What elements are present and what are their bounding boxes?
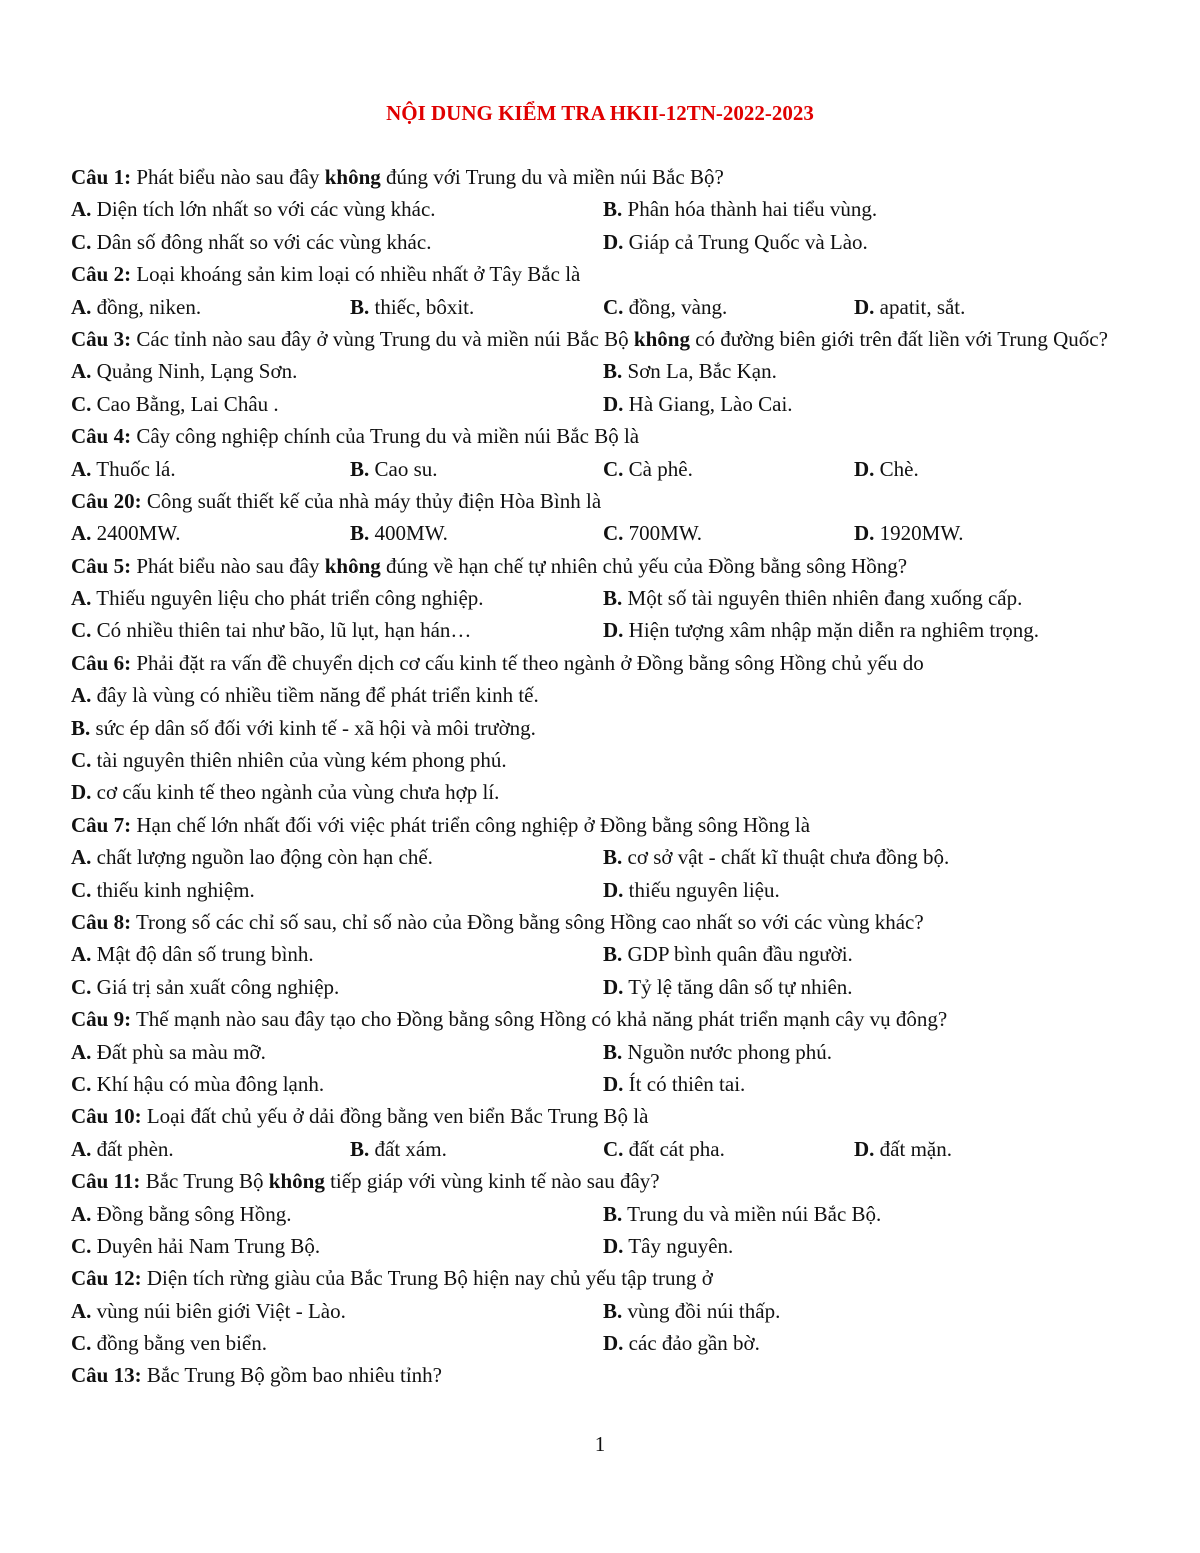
option-key: D. (603, 391, 624, 416)
option-a (71, 841, 433, 873)
question-label: Câu 9: (71, 1007, 132, 1032)
option-key: D. (603, 1233, 624, 1258)
option-key: C. (71, 229, 92, 254)
option-text: đất cát pha. (623, 1136, 725, 1161)
option-d (854, 517, 964, 549)
option-b (603, 938, 853, 970)
option-text: Dân số đông nhất so với các vùng khác. (91, 229, 432, 254)
option-c (71, 1068, 324, 1100)
option-row (71, 1327, 1141, 1359)
question-label: Câu 1: (71, 165, 132, 189)
question-stem (71, 420, 1141, 452)
option-key: B. (603, 845, 623, 870)
option-text: cơ sở vật - chất kĩ thuật chưa đồng bộ. (622, 845, 950, 870)
question-stem (71, 809, 1141, 841)
question-text: Trong số các chỉ số sau, chỉ số nào của Đồng bằng sông Hồng cao nhất so với các vùng khác? (131, 910, 924, 934)
option-key: B. (350, 294, 370, 319)
option-text: Diện tích lớn nhất so với các vùng khác. (91, 197, 436, 222)
question-text: Diện tích rừng giàu của Bắc Trung Bộ hiện nay chủ yếu tập trung ở (141, 1266, 713, 1291)
question-text: Bắc Trung Bộ (140, 1169, 269, 1194)
option-a (71, 1198, 292, 1230)
question-label: Câu 6: (71, 650, 132, 675)
question-label: Câu 12: (71, 1266, 142, 1291)
option-b (603, 582, 1022, 614)
option-b (350, 517, 448, 549)
option-d (603, 1230, 733, 1262)
option-key: D. (603, 229, 624, 254)
option-key: B. (71, 715, 91, 740)
question-label: Câu 7: (71, 812, 132, 837)
option-c (71, 388, 279, 420)
option-c (71, 744, 507, 776)
question-text: Phải đặt ra vấn đề chuyển dịch cơ cấu kinh tế theo ngành ở Đồng bằng sông Hồng chủ yếu do (131, 650, 924, 675)
question-stem (71, 161, 1141, 193)
option-text: thiếc, bôxit. (369, 294, 475, 319)
option-key: D. (854, 521, 875, 546)
option-text: Cao Bằng, Lai Châu . (91, 391, 279, 416)
option-a (71, 938, 314, 970)
option-c (71, 971, 339, 1003)
option-a (71, 193, 436, 225)
option-text: Cao su. (369, 456, 438, 481)
option-key: D. (603, 974, 624, 999)
option-key: C. (603, 456, 624, 481)
option-text: Có nhiều thiên tai như bão, lũ lụt, hạn hán… (91, 618, 472, 643)
question-label: Câu 5: (71, 553, 132, 578)
option-row (71, 679, 1141, 711)
option-key: B. (350, 456, 370, 481)
option-text: đồng, vàng. (623, 294, 728, 319)
option-text: Một số tài nguyên thiên nhiên đang xuống cấp. (622, 586, 1023, 611)
option-row (71, 938, 1141, 970)
option-row (71, 1198, 1141, 1230)
question-stem (71, 1165, 1141, 1197)
option-key: B. (603, 942, 623, 967)
option-key: D. (71, 780, 92, 805)
question-text: Loại khoáng sản kim loại có nhiều nhất ở Tây Bắc là (131, 262, 581, 287)
option-key: C. (71, 974, 92, 999)
option-d (854, 453, 919, 485)
question-list (71, 161, 1141, 1392)
option-text: Đất phù sa màu mỡ. (91, 1039, 266, 1064)
option-row (71, 1133, 1141, 1165)
option-d (854, 291, 965, 323)
option-text: Duyên hải Nam Trung Bộ. (91, 1233, 321, 1258)
question-stem (71, 485, 1141, 517)
option-c (603, 453, 693, 485)
option-b (603, 1198, 881, 1230)
option-text: Tỷ lệ tăng dân số tự nhiên. (623, 974, 853, 999)
question-text: Các tỉnh nào sau đây ở vùng Trung du và miền núi Bắc Bộ (131, 326, 634, 351)
option-text: Sơn La, Bắc Kạn. (622, 359, 777, 384)
option-b (350, 1133, 447, 1165)
option-row (71, 517, 1141, 549)
option-d (603, 226, 868, 258)
option-d (603, 388, 793, 420)
option-b (350, 291, 474, 323)
option-c (603, 1133, 725, 1165)
option-row (71, 971, 1141, 1003)
question-stem (71, 323, 1141, 355)
option-key: C. (603, 521, 624, 546)
option-text: Tây nguyên. (623, 1233, 734, 1258)
option-key: A. (71, 683, 92, 708)
option-row (71, 388, 1141, 420)
option-key: A. (71, 197, 92, 222)
option-key: A. (71, 586, 92, 611)
option-row (71, 1068, 1141, 1100)
option-a (71, 1133, 174, 1165)
option-text: đây là vùng có nhiều tiềm năng để phát triển kinh tế. (91, 683, 539, 708)
option-d (71, 776, 499, 808)
question-emphasis: không (268, 1169, 325, 1194)
option-key: A. (71, 1298, 92, 1323)
option-key: A. (71, 294, 92, 319)
option-key: A. (71, 845, 92, 870)
option-c (603, 517, 702, 549)
option-row (71, 614, 1141, 646)
option-b (350, 453, 438, 485)
option-text: Hà Giang, Lào Cai. (623, 391, 793, 416)
question-text: đúng với Trung du và miền núi Bắc Bộ? (380, 165, 724, 189)
option-a (71, 1036, 266, 1068)
option-row (71, 453, 1141, 485)
option-row (71, 582, 1141, 614)
option-c (71, 1230, 320, 1262)
option-b (603, 841, 949, 873)
option-b (603, 193, 877, 225)
option-text: 700MW. (623, 521, 702, 546)
option-d (854, 1133, 952, 1165)
page-number: 1 (594, 1432, 606, 1456)
question-text: Phát biểu nào sau đây (131, 553, 325, 578)
option-key: D. (603, 1071, 624, 1096)
question-text: Công suất thiết kế của nhà máy thủy điện Hòa Bình là (141, 488, 602, 513)
option-key: C. (603, 294, 624, 319)
option-text: tài nguyên thiên nhiên của vùng kém phong phú. (91, 748, 507, 773)
option-a (71, 582, 484, 614)
option-text: 1920MW. (874, 521, 964, 546)
option-key: C. (603, 1136, 624, 1161)
question-stem (71, 1100, 1141, 1132)
option-b (71, 712, 536, 744)
option-a (71, 355, 297, 387)
question-label: Câu 8: (71, 910, 132, 934)
option-row (71, 193, 1141, 225)
question-label: Câu 4: (71, 424, 132, 449)
option-key: B. (350, 521, 370, 546)
option-c (603, 291, 727, 323)
option-key: A. (71, 521, 92, 546)
option-text: đồng, niken. (91, 294, 202, 319)
option-key: B. (603, 197, 623, 222)
option-key: A. (71, 359, 92, 384)
option-c (71, 1327, 267, 1359)
question-emphasis: không (633, 326, 690, 351)
option-key: B. (603, 1201, 623, 1226)
option-a (71, 1295, 346, 1327)
option-text: Nguồn nước phong phú. (622, 1039, 832, 1064)
option-key: C. (71, 1331, 92, 1356)
question-stem (71, 647, 1141, 679)
option-key: C. (71, 1071, 92, 1096)
option-text: cơ cấu kinh tế theo ngành của vùng chưa hợp lí. (91, 780, 500, 805)
option-row (71, 712, 1141, 744)
option-text: Khí hậu có mùa đông lạnh. (91, 1071, 325, 1096)
option-text: đất mặn. (874, 1136, 952, 1161)
option-text: đất phèn. (91, 1136, 174, 1161)
option-b (603, 1295, 780, 1327)
option-key: D. (603, 618, 624, 643)
option-row (71, 776, 1141, 808)
option-text: Đồng bằng sông Hồng. (91, 1201, 292, 1226)
option-text: Hiện tượng xâm nhập mặn diễn ra nghiêm trọng. (623, 618, 1039, 643)
option-key: B. (603, 586, 623, 611)
option-text: Trung du và miền núi Bắc Bộ. (622, 1201, 882, 1226)
question-label: Câu 20: (71, 488, 142, 513)
option-d (603, 1068, 745, 1100)
option-text: vùng núi biên giới Việt - Lào. (91, 1298, 346, 1323)
option-text: sức ép dân số đối với kinh tế - xã hội và môi trường. (90, 715, 536, 740)
option-c (71, 614, 471, 646)
option-d (603, 874, 780, 906)
option-key: B. (603, 1298, 623, 1323)
question-emphasis: không (324, 553, 381, 578)
question-text: Phát biểu nào sau đây (131, 165, 325, 189)
option-key: B. (603, 359, 623, 384)
question-label: Câu 13: (71, 1363, 142, 1388)
option-key: D. (854, 1136, 875, 1161)
option-key: C. (71, 618, 92, 643)
option-row (71, 291, 1141, 323)
question-label: Câu 11: (71, 1169, 141, 1194)
document-title: NỘI DUNG KIỂM TRA HKII-12TN-2022-2023 (386, 101, 814, 125)
option-text: Mật độ dân số trung bình. (91, 942, 314, 967)
question-stem (71, 258, 1141, 290)
question-stem (71, 550, 1141, 582)
option-text: các đảo gần bờ. (623, 1331, 760, 1356)
option-row (71, 1036, 1141, 1068)
option-c (71, 226, 431, 258)
option-key: C. (71, 748, 92, 773)
question-text: Cây công nghiệp chính của Trung du và miền núi Bắc Bộ là (131, 424, 640, 449)
option-text: GDP bình quân đầu người. (622, 942, 853, 967)
option-text: Cà phê. (623, 456, 693, 481)
option-a (71, 453, 176, 485)
option-text: Thuốc lá. (91, 456, 176, 481)
question-stem (71, 1003, 1141, 1035)
option-d (603, 971, 853, 1003)
option-text: chất lượng nguồn lao động còn hạn chế. (91, 845, 433, 870)
option-text: đất xám. (369, 1136, 447, 1161)
option-key: D. (854, 456, 875, 481)
option-text: Quảng Ninh, Lạng Sơn. (91, 359, 298, 384)
option-key: C. (71, 877, 92, 902)
question-stem (71, 1359, 1141, 1391)
option-text: Phân hóa thành hai tiểu vùng. (622, 197, 878, 222)
option-row (71, 355, 1141, 387)
option-key: A. (71, 1039, 92, 1064)
option-text: vùng đồi núi thấp. (622, 1298, 781, 1323)
question-text: có đường biên giới trên đất liền với Trung Quốc? (689, 326, 1108, 351)
question-text: Thế mạnh nào sau đây tạo cho Đồng bằng sông Hồng có khả năng phát triển mạnh cây vụ đông? (131, 1007, 948, 1032)
option-b (603, 355, 777, 387)
option-text: Ít có thiên tai. (623, 1071, 746, 1096)
option-key: B. (603, 1039, 623, 1064)
option-key: A. (71, 942, 92, 967)
option-row (71, 841, 1141, 873)
question-text: Bắc Trung Bộ gồm bao nhiêu tỉnh? (141, 1363, 443, 1388)
option-d (603, 1327, 760, 1359)
option-text: 2400MW. (91, 521, 181, 546)
option-row (71, 1295, 1141, 1327)
option-text: thiếu kinh nghiệm. (91, 877, 255, 902)
question-text: Hạn chế lớn nhất đối với việc phát triển công nghiệp ở Đồng bằng sông Hồng là (131, 812, 811, 837)
option-key: C. (71, 391, 92, 416)
option-d (603, 614, 1039, 646)
option-key: D. (854, 294, 875, 319)
option-text: Chè. (874, 456, 919, 481)
question-text: đúng về hạn chế tự nhiên chủ yếu của Đồng bằng sông Hồng? (380, 553, 908, 578)
option-text: 400MW. (369, 521, 448, 546)
question-text: tiếp giáp với vùng kinh tế nào sau đây? (324, 1169, 660, 1194)
option-text: Giá trị sản xuất công nghiệp. (91, 974, 340, 999)
option-c (71, 874, 255, 906)
option-row (71, 226, 1141, 258)
option-key: D. (603, 877, 624, 902)
question-label: Câu 3: (71, 326, 132, 351)
option-text: Giáp cả Trung Quốc và Lào. (623, 229, 868, 254)
question-stem (71, 1262, 1141, 1294)
option-key: C. (71, 1233, 92, 1258)
question-stem (71, 906, 1141, 938)
option-text: apatit, sắt. (874, 294, 966, 319)
question-text: Loại đất chủ yếu ở dải đồng bằng ven biển Bắc Trung Bộ là (141, 1104, 649, 1129)
option-row (71, 744, 1141, 776)
question-emphasis: không (324, 165, 381, 189)
option-key: B. (350, 1136, 370, 1161)
option-text: Thiếu nguyên liệu cho phát triển công nghiệp. (91, 586, 484, 611)
option-row (71, 874, 1141, 906)
option-a (71, 291, 201, 323)
question-label: Câu 10: (71, 1104, 142, 1129)
option-row (71, 1230, 1141, 1262)
option-key: D. (603, 1331, 624, 1356)
option-text: đồng bằng ven biển. (91, 1331, 267, 1356)
option-key: A. (71, 1136, 92, 1161)
option-b (603, 1036, 832, 1068)
question-label: Câu 2: (71, 262, 132, 287)
option-text: thiếu nguyên liệu. (623, 877, 780, 902)
option-a (71, 517, 181, 549)
option-key: A. (71, 456, 92, 481)
option-key: A. (71, 1201, 92, 1226)
option-a (71, 679, 539, 711)
